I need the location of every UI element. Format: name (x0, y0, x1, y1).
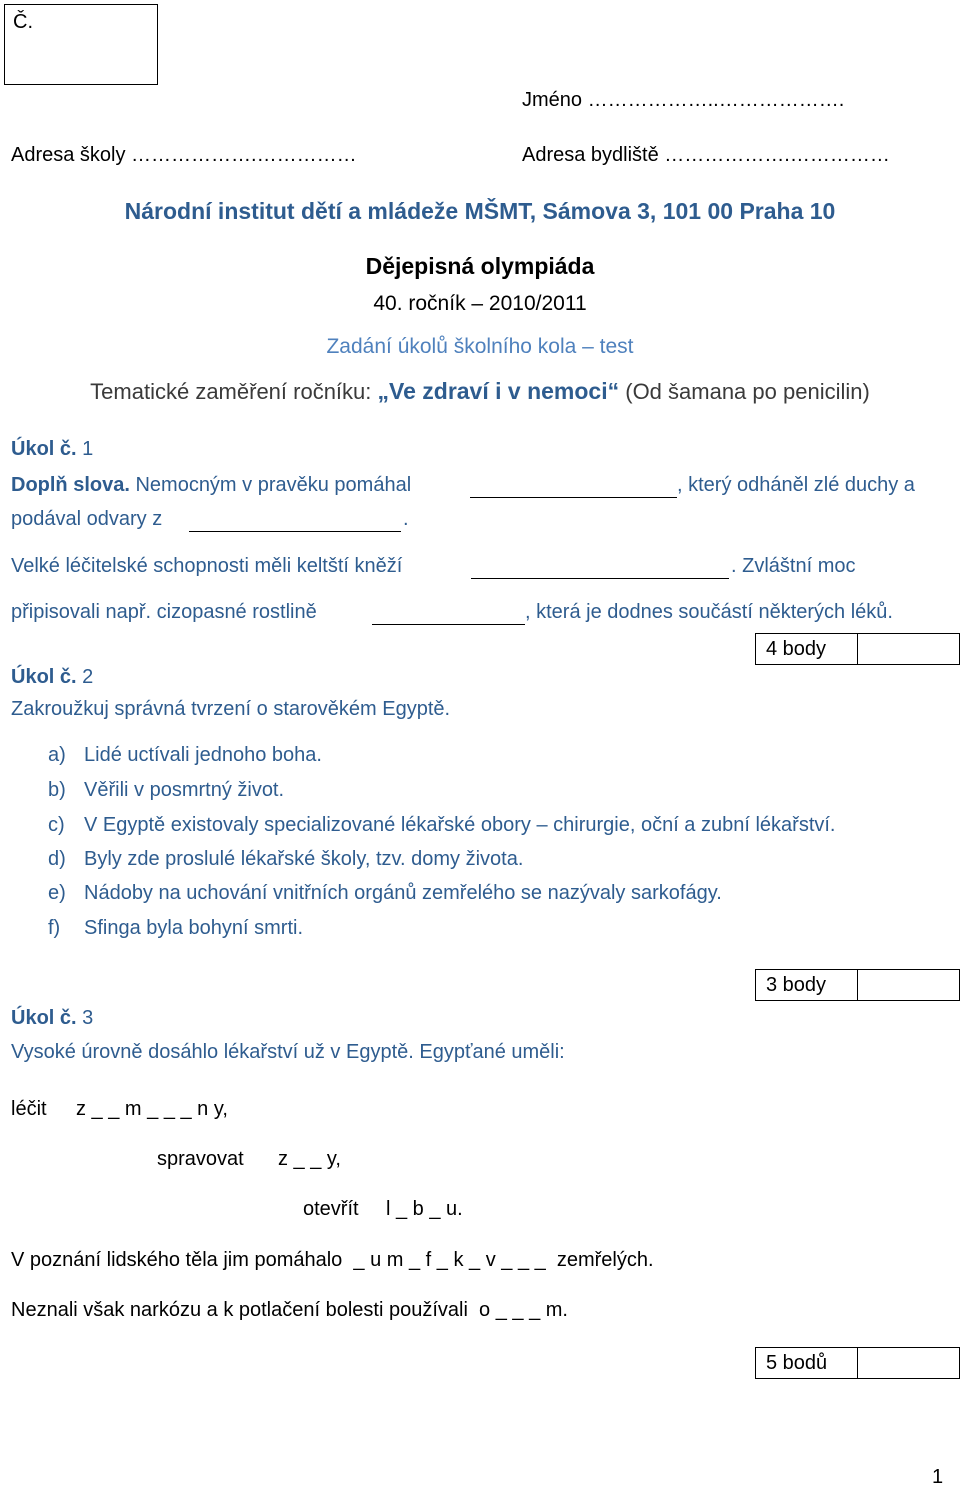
task2-item-a[interactable] (48, 744, 322, 767)
item-mark: c) (48, 814, 65, 836)
task2-heading-prefix: Úkol č. (11, 666, 83, 688)
task1-line3-b: . Zvláštní moc (731, 555, 856, 577)
task1-score-box (755, 633, 960, 665)
task2-points: 3 body (756, 970, 858, 1000)
task2-item-e[interactable] (48, 882, 722, 905)
task3-instruction: Vysoké úrovně dosáhlo lékařství už v Egyptě. Egypťané uměli: (11, 1041, 565, 1063)
task3-row2-label: spravovat (157, 1148, 244, 1170)
item-text: Věřili v posmrtný život. (84, 779, 285, 801)
task2-instruction: Zakroužkuj správná tvrzení o starověkém Egyptě. (11, 698, 451, 720)
olympiad-title: Dějepisná olympiáda (365, 253, 595, 279)
item-text: Lidé uctívali jednoho boha. (84, 744, 322, 766)
task3-score-cell[interactable] (858, 1348, 959, 1378)
student-number-label: Č. (13, 11, 33, 33)
task3-row3-label: otevřít (303, 1198, 359, 1220)
name-field: Jméno ………………..………………. (522, 89, 845, 111)
task2-heading-num: 2 (82, 666, 94, 688)
school-address-field: Adresa školy ……………….…………… (11, 144, 357, 166)
task3-row2-puzzle[interactable]: z _ _ y, (278, 1148, 341, 1170)
task3-row1-puzzle[interactable]: z _ _ m _ _ _ n y, (76, 1098, 228, 1120)
item-mark: f) (48, 917, 61, 939)
task1-line2-a: podával odvary z (11, 508, 163, 530)
task1-points: 4 body (756, 634, 858, 664)
student-number-box (4, 4, 158, 85)
task2-item-f[interactable] (48, 917, 303, 940)
item-text: Sfinga byla bohyní smrti. (84, 917, 303, 939)
task3-points: 5 bodů (756, 1348, 858, 1378)
task3-score-box (755, 1347, 960, 1379)
year-line: 40. ročník – 2010/2011 (373, 292, 587, 315)
task2-heading (11, 666, 93, 689)
theme-main: „Ve zdraví i v nemoci“ (377, 378, 620, 404)
task1-heading (11, 438, 93, 461)
task1-line1-b: , který odháněl zlé duchy a (677, 474, 915, 496)
task3-heading-num: 3 (82, 1007, 94, 1029)
task1-line4-a: připisovali např. cizopasné rostlině (11, 601, 317, 623)
task3-row4[interactable]: V poznání lidského těla jim pomáhalo _ u m _ f _ k _ v _ _ _ zemřelých. (11, 1249, 654, 1271)
item-mark: d) (48, 848, 66, 870)
item-text: Nádoby na uchování vnitřních orgánů zemřelého se nazývaly sarkofágy. (84, 882, 722, 904)
task2-item-c[interactable] (48, 814, 835, 837)
task1-line1-a: Nemocným v pravěku pomáhal (129, 474, 412, 496)
task1-heading-num: 1 (82, 438, 94, 460)
round-title: Zadání úkolů školního kola – test (326, 335, 634, 358)
theme-suffix: (Od šamana po penicilin) (619, 379, 870, 404)
item-mark: b) (48, 779, 66, 801)
blank-druids[interactable] (471, 577, 729, 579)
page-number: 1 (932, 1466, 944, 1488)
item-mark: e) (48, 882, 66, 904)
home-address-field: Adresa bydliště ……………….…………… (522, 144, 890, 166)
blank-herbs[interactable] (189, 530, 401, 532)
task1-line2-b: . (403, 508, 409, 530)
task3-heading-prefix: Úkol č. (11, 1007, 83, 1029)
task1-score-cell[interactable] (858, 634, 959, 664)
task2-item-d[interactable] (48, 848, 523, 871)
task2-score-box (755, 969, 960, 1001)
task2-item-b[interactable] (48, 779, 284, 802)
task2-score-cell[interactable] (858, 970, 959, 1000)
item-mark: a) (48, 744, 66, 766)
task3-heading (11, 1007, 93, 1030)
institute-title: Národní institut dětí a mládeže MŠMT, Sámova 3, 101 00 Praha 10 (124, 198, 836, 224)
item-text: V Egyptě existovaly specializované lékařské obory – chirurgie, oční a zubní lékařství. (84, 814, 836, 836)
blank-mistletoe[interactable] (372, 623, 525, 625)
task1-instruction: Doplň slova. (11, 474, 130, 496)
blank-shaman[interactable] (470, 496, 677, 498)
task1-line1 (11, 474, 411, 497)
item-text: Byly zde proslulé lékařské školy, tzv. domy života. (84, 848, 524, 870)
task1-line4-b: , která je dodnes součástí některých léků. (525, 601, 893, 623)
theme-prefix: Tematické zaměření ročníku: (90, 379, 378, 404)
task1-heading-prefix: Úkol č. (11, 438, 83, 460)
task1-line3-a: Velké léčitelské schopnosti měli keltští kněží (11, 555, 403, 577)
task3-row1-label: léčit (11, 1098, 47, 1120)
task3-row5[interactable]: Neznali však narkózu a k potlačení bolesti používali o _ _ _ m. (11, 1299, 568, 1321)
theme-line (0, 378, 960, 405)
task3-row3-puzzle[interactable]: l _ b _ u. (386, 1198, 463, 1220)
